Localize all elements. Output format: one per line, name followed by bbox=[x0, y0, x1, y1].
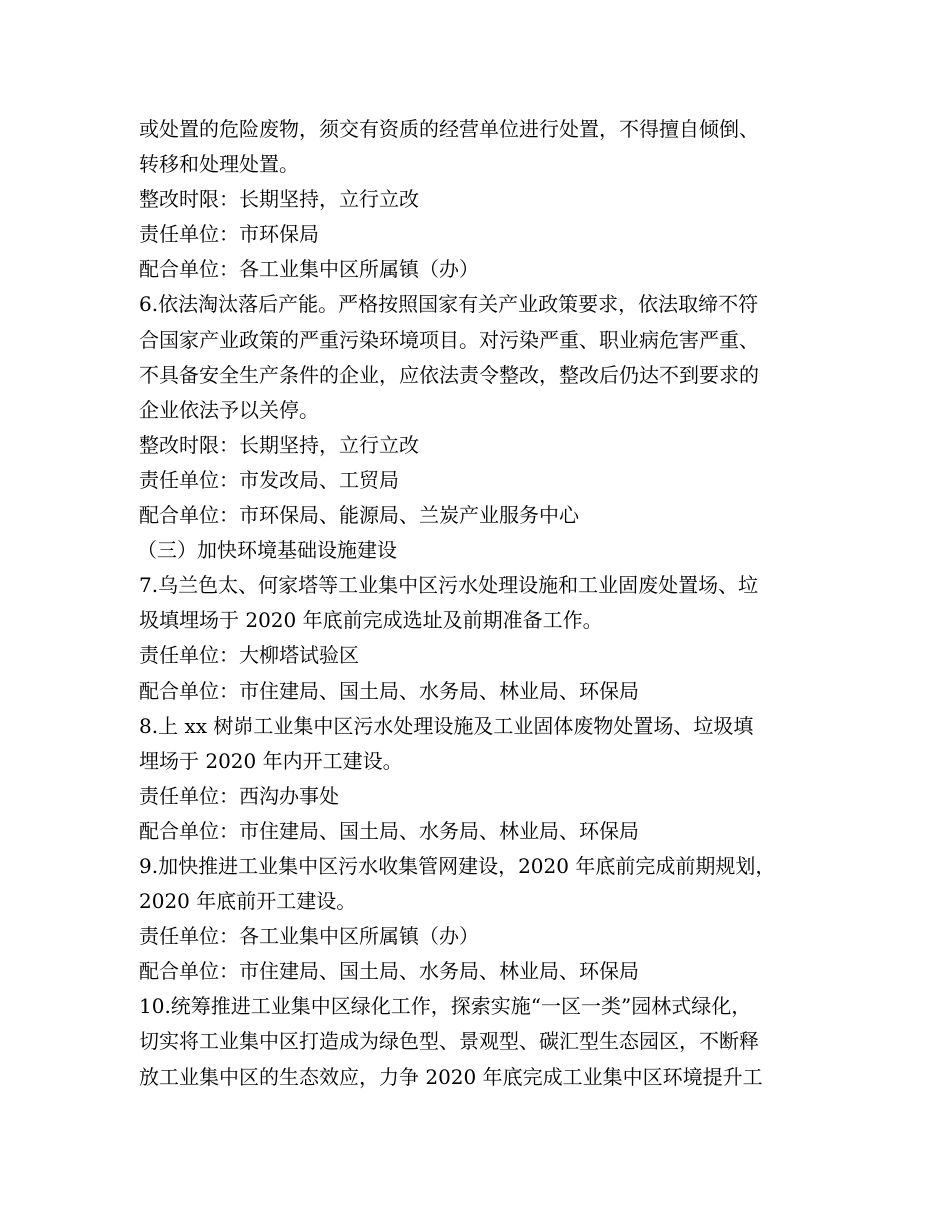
text-line: 企业依法予以关停。 bbox=[139, 397, 319, 422]
section-heading: （三）加快环境基础设施建设 bbox=[137, 538, 397, 563]
document-body bbox=[139, 112, 819, 1095]
text-line: 切实将工业集中区打造成为绿色型、景观型、碳汇型生态园区，不断释 bbox=[139, 1029, 759, 1054]
text-line: 配合单位：市住建局、国土局、水务局、林业局、环保局 bbox=[139, 959, 639, 984]
text-line: 配合单位：市住建局、国土局、水务局、林业局、环保局 bbox=[139, 678, 639, 703]
text-line: 责任单位：市环保局 bbox=[139, 222, 319, 247]
text-line: 配合单位：市环保局、能源局、兰炭产业服务中心 bbox=[139, 503, 579, 528]
text-line: 放工业集中区的生态效应，力争 2020 年底完成工业集中区环境提升工 bbox=[139, 1064, 763, 1089]
text-line: 责任单位：市发改局、工贸局 bbox=[139, 467, 399, 492]
text-line: 责任单位：各工业集中区所属镇（办） bbox=[139, 924, 479, 949]
text-line: 9.加快推进工业集中区污水收集管网建设，2020 年底前完成前期规划， bbox=[139, 853, 776, 878]
text-line: 整改时限：长期坚持，立行立改 bbox=[139, 432, 419, 457]
text-line: 不具备安全生产条件的企业，应依法责令整改，整改后仍达不到要求的 bbox=[139, 362, 759, 387]
text-line: 配合单位：各工业集中区所属镇（办） bbox=[139, 257, 479, 282]
text-line: 埋场于 2020 年内开工建设。 bbox=[139, 748, 403, 773]
text-line: 合国家产业政策的严重污染环境项目。对污染严重、职业病危害严重、 bbox=[139, 327, 759, 352]
text-line: 转移和处理处置。 bbox=[139, 152, 299, 177]
text-line: 圾填埋场于 2020 年底前完成选址及前期准备工作。 bbox=[139, 608, 603, 633]
text-line: 2020 年底前开工建设。 bbox=[139, 889, 357, 914]
text-line: 6.依法淘汰落后产能。严格按照国家有关产业政策要求，依法取缔不符 bbox=[139, 292, 759, 317]
text-line: 整改时限：长期坚持，立行立改 bbox=[139, 187, 419, 212]
text-line: 责任单位：西沟办事处 bbox=[139, 783, 339, 808]
text-line: 7.乌兰色太、何家塔等工业集中区污水处理设施和工业固废处置场、垃 bbox=[139, 573, 759, 598]
text-line: 责任单位：大柳塔试验区 bbox=[139, 643, 359, 668]
text-line: 或处置的危险废物，须交有资质的经营单位进行处置，不得擅自倾倒、 bbox=[139, 117, 759, 141]
text-line: 8.上 xx 树峁工业集中区污水处理设施及工业固体废物处置场、垃圾填 bbox=[139, 713, 754, 738]
text-line: 10.统筹推进工业集中区绿化工作，探索实施“一区一类”园林式绿化， bbox=[139, 994, 752, 1019]
text-line: 配合单位：市住建局、国土局、水务局、林业局、环保局 bbox=[139, 818, 639, 843]
